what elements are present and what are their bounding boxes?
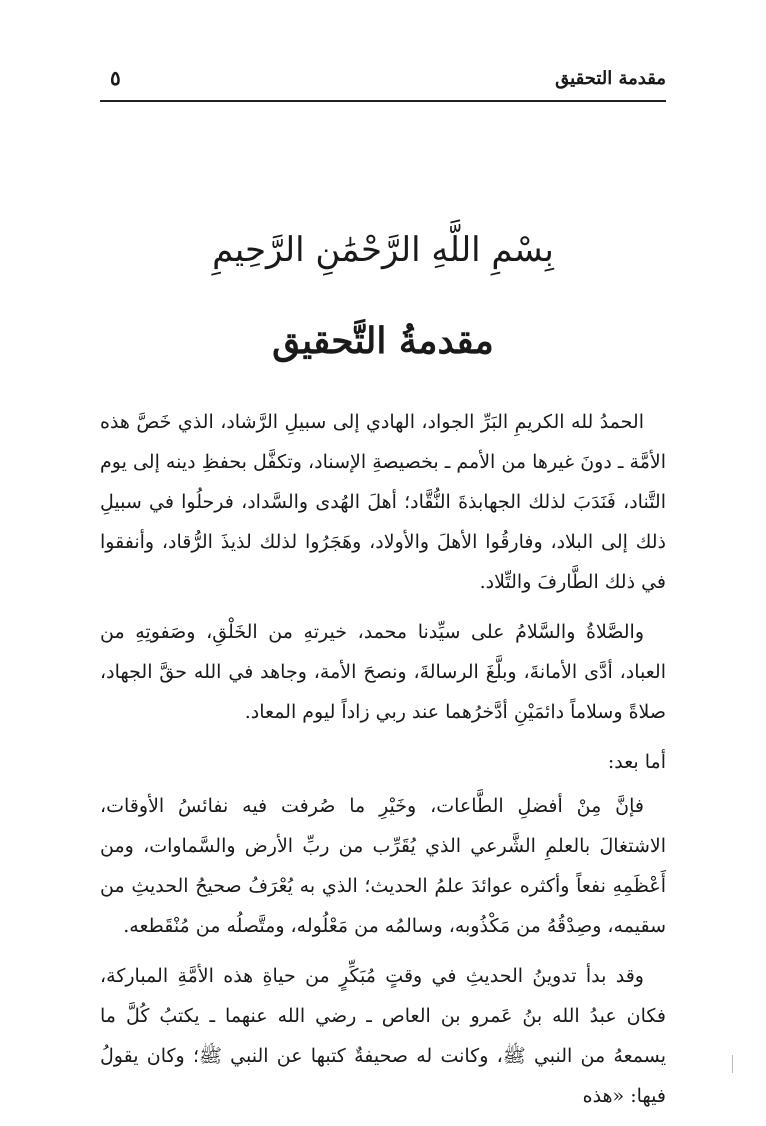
scan-mark xyxy=(732,1055,733,1073)
paragraph: فإنَّ مِنْ أفضلِ الطَّاعات، وخَيْرِ ما صُرفت فيه نفائسُ الأوقات، الاشتغالَ بالعلمِ الشَّرعي الذي يُقَرِّب من ربِّ الأرض والسَّماوات، ومن أَعْظَمِهِ نفعاً وأكثره عوائدَ علمُ الحديث؛ الذي به يُعْرَفُ صحيحُ الحديثِ من سقيمه، وصِدْقُهُ من مَكْذُوبه، وسالمُه من مَعْلُوله، ومتَّصلُه من مُنْقَطعه. xyxy=(100,795,666,937)
paragraph: وقد بدأ تدوينُ الحديثِ في وقتٍ مُبَكِّرٍ من حياةِ هذه الأمَّةِ المباركة، فكان عبدُ الله بنُ عَمرو بن العاص ـ رضي الله عنهما ـ يكتبُ كُلَّ ما يسمعهُ من النبي ﷺ، وكانت له صحيفةٌ كتبها عن النبي ﷺ؛ وكان يقولُ فيها: «هذه xyxy=(100,965,666,1107)
section-heading: مقدمةُ التَّحقيق xyxy=(272,320,494,362)
page-number: ٥ xyxy=(110,66,121,90)
basmala: بِسْمِ اللَّهِ الرَّحْمَٰنِ الرَّحِيمِ xyxy=(212,230,554,270)
paragraph-transition: أما بعد: xyxy=(607,751,666,773)
paragraph: والصَّلاةُ والسَّلامُ على سيِّدنا محمد، خيرتهِ من الخَلْقِ، وصَفوتِهِ من العباد، أدَّى الأمانةَ، وبلَّغَ الرسالةَ، ونصحَ الأمة، وجاهد في الله حقَّ الجهاد، صلاةً وسلاماً دائمَيْنِ أدَّخرُهما عند ربي زاداً ليوم المعاد. xyxy=(100,621,666,723)
page-header xyxy=(100,60,666,102)
running-title: مقدمة التحقيق xyxy=(555,68,666,89)
paragraph: الحمدُ لله الكريمِ البَرِّ الجواد، الهادي إلى سبيلِ الرَّشاد، الذي خَصَّ هذه الأمَّة ـ دونَ غيرها من الأمم ـ بخصيصةِ الإسناد، وتكفَّل بحفظِ دينه إلى يوم التَّناد، فَنَدَبَ لذلك الجهابذةَ النُّقَّاد؛ أهلَ الهُدى والسَّداد، فرحلُوا في سبيلِ ذلك إلى البلاد، وفارقُوا الأهلَ والأولاد، وهَجَرُوا لذلك لذيذَ الرُّقاد، وأنفقوا في ذلك الطَّارفَ والتِّلاد. xyxy=(100,411,666,593)
body-text xyxy=(100,402,666,1126)
